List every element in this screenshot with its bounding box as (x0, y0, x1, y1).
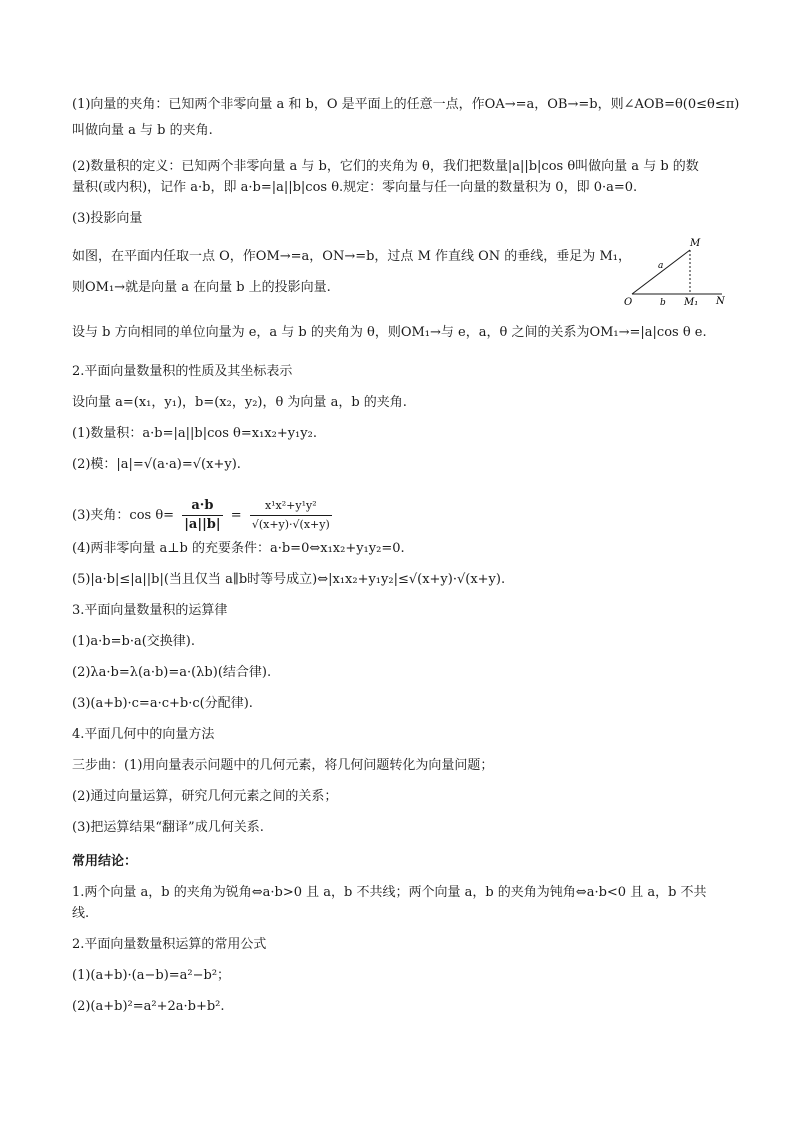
text-line: (2)λa·b=λ(a·b)=a·(λb)(结合律). (72, 665, 272, 680)
text-line: (1)向量的夹角：已知两个非零向量 a 和 b，O 是平面上的任意一点，作OA→=a，OB→=b，则∠AOB=θ(0≤θ≤π) (72, 97, 740, 112)
cos-formula-label: (3)夹角：cos θ= (72, 508, 175, 523)
fraction-2 (250, 497, 332, 534)
label-N: N (716, 296, 725, 307)
section-heading-bold: 常用结论： (72, 854, 138, 869)
text-line: 设与 b 方向相同的单位向量为 e，a 与 b 的夹角为 θ，则OM₁→与 e，a，θ 之间的关系为OM₁→=|a|cos θ e. (72, 325, 707, 340)
label-b: b (660, 298, 666, 308)
section-heading: 2.平面向量数量积的性质及其坐标表示 (72, 364, 293, 379)
text-line: (1)a·b=b·a(交换律). (72, 634, 195, 649)
text-line: (2)数量积的定义：已知两个非零向量 a 与 b，它们的夹角为 θ，我们把数量|a||b|cos θ叫做向量 a 与 b 的数 (72, 159, 699, 174)
text-line: (2)(a+b)²=a²+2a·b+b². (72, 999, 225, 1014)
text-line: 三步曲：(1)用向量表示问题中的几何元素，将几何问题转化为向量问题； (72, 758, 494, 773)
text-line: 1.两个向量 a，b 的夹角为锐角⇔a·b>0 且 a，b 不共线；两个向量 a，b 的夹角为钝角⇔a·b<0 且 a，b 不共 (72, 885, 707, 900)
section-heading: (3)投影向量 (72, 211, 143, 226)
text-line: (5)|a·b|≤|a||b|(当且仅当 a∥b时等号成立)⇔|x₁x₂+y₁y₂|≤√(x+y)·√(x+y). (72, 572, 506, 587)
line-OM (632, 250, 690, 294)
label-a: a (658, 261, 664, 271)
label-M: M (690, 238, 701, 249)
label-O: O (624, 297, 633, 308)
fraction-2-numerator: x¹x²+y¹y² (250, 497, 332, 516)
text-line: 线. (72, 906, 90, 921)
fraction-1-numerator: a·b (182, 497, 222, 516)
cos-formula: (3)夹角：cos θ= $\frac{a\cdot b}{|a||b|}$ = $\frac{\text{x¹x²+y¹y²}}{√(x+y)\cdot√(x+y)}$ (72, 498, 330, 532)
text-line: 则OM₁→就是向量 a 在向量 b 上的投影向量. (72, 280, 331, 295)
text-line: (3)(a+b)·c=a·c+b·c(分配律). (72, 696, 253, 711)
projection-figure (620, 236, 732, 308)
text-line: (1)数量积：a·b=|a||b|cos θ=x₁x₂+y₁y₂. (72, 426, 317, 441)
text-line: 如图，在平面内任取一点 O，作OM→=a，ON→=b，过点 M 作直线 ON 的垂线，垂足为 M₁， (72, 249, 631, 264)
text-line: (2)通过向量运算，研究几何元素之间的关系； (72, 789, 338, 804)
text-line: (2)模：|a|=√(a·a)=√(x+y). (72, 457, 241, 472)
text-line: (1)(a+b)·(a−b)=a²−b²； (72, 968, 231, 983)
label-M1: M₁ (684, 297, 699, 308)
text-line: 量积(或内积)，记作 a·b，即 a·b=|a||b|cos θ.规定：零向量与任一向量的数量积为 0，即 0·a=0. (72, 180, 638, 195)
text-line: 叫做向量 a 与 b 的夹角. (72, 123, 213, 138)
section-heading: 2.平面向量数量积运算的常用公式 (72, 937, 267, 952)
section-heading: 4.平面几何中的向量方法 (72, 727, 215, 742)
fraction-1-denominator: |a||b| (184, 517, 221, 532)
text-line: 设向量 a=(x₁，y₁)，b=(x₂，y₂)，θ 为向量 a，b 的夹角. (72, 395, 407, 410)
text-line: (3)把运算结果“翻译”成几何关系. (72, 820, 264, 835)
fraction-2-denominator: √(x+y)·√(x+y) (251, 518, 330, 531)
fraction-1 (182, 497, 222, 534)
section-heading: 3.平面向量数量积的运算律 (72, 603, 228, 618)
text-line: (4)两非零向量 a⊥b 的充要条件：a·b=0⇔x₁x₂+y₁y₂=0. (72, 541, 405, 556)
